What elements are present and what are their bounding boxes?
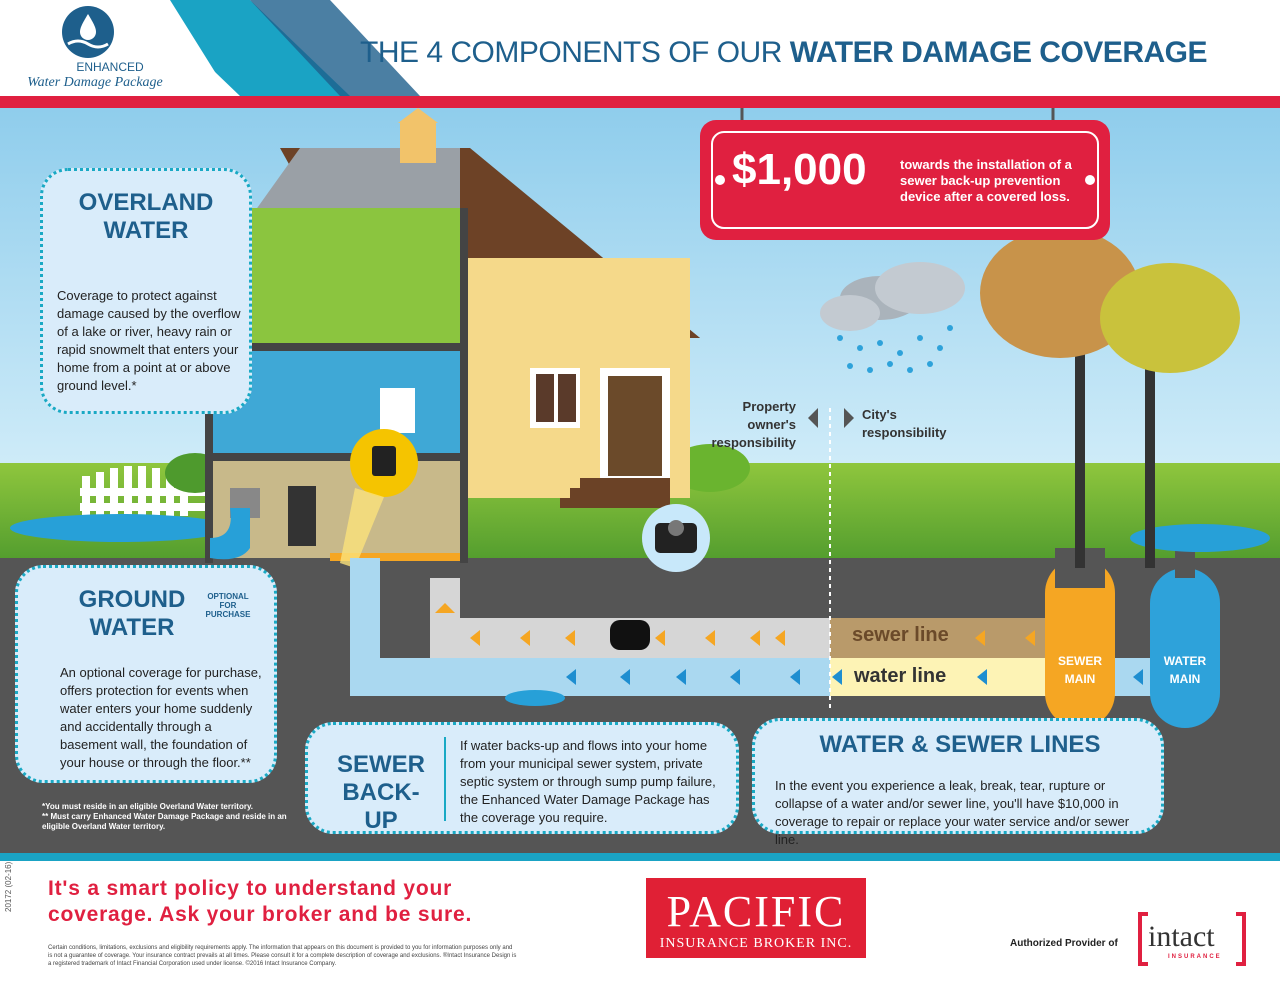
ground-water-title: GROUND WATER [78,586,186,641]
water-sewer-lines-box [752,718,1164,847]
overland-water-title: OVERLAND WATER [78,189,214,244]
sewer-backup-title: SEWER BACK-UP [336,751,425,834]
header-divider [0,96,1280,108]
water-sewer-lines-text: In the event you experience a leak, break, tear, rupture or collapse of a water and/or sewer line, you'll have $10,000 in coverage to repair or replace your water service and/or sewer line. [775,778,1130,847]
sewer-backup-box [305,722,739,834]
overland-water-text: Coverage to protect against damage caused by the overflow of a lake or river, heavy rain or rapid snowmelt that enters your home from a point at or above ground level.* [57,288,241,393]
water-line-label: water line [854,665,947,687]
footnote-enhanced: ** Must carry Enhanced Water Damage Package and reside in an eligible Overland Water territory. [42,812,287,831]
water-drop-logo-icon [62,6,114,58]
water-main-icon [1150,568,1220,728]
sewer-backup-text: If water backs-up and flows into your home from your municipal sewer system, private septic system or through sump pump failure, the Enhanced Water Damage Package has the coverage you require. [460,738,716,825]
overland-water-box [40,168,252,414]
brand-subtitle: Water Damage Package [27,75,163,90]
owner-responsibility-label: Property owner's responsibility [711,399,796,450]
page-title: THE 4 COMPONENTS OF OUR WATER DAMAGE COVERAGE [360,36,1207,69]
footer-slogan: It's a smart policy to understand your coverage. Ask your broker and be sure. [48,877,473,926]
document-code: 20172 (02-16) [4,861,13,912]
brand-name: ENHANCED [76,60,144,74]
footer-disclaimer: Certain conditions, limitations, exclusions and eligibility requirements apply. The information that appears on this document is provided to you for information purposes only and is not a guarantee of coverage. Your insurance contract prevails at all times. Please consult it for a complete description of coverage and exclusions. ®Intact Insurance Design is a registered trademark of Intact Financial Corporation used under license. ©2016 Intact Insurance Company. [48,945,517,967]
footnote-overland: *You must reside in an eligible Overland Water territory. [42,802,254,811]
footer-divider [0,853,1280,861]
ground-water-text: An optional coverage for purchase, offers protection for events when water enters your home suddenly and accidentally through a basement wall, the foundation of your house or through the floor.** [60,665,262,770]
sewer-main-label: SEWER MAIN [1057,654,1102,686]
optional-badge-text: OPTIONAL FOR PURCHASE [205,592,251,619]
sign-price: $1,000 [732,145,867,194]
water-sewer-lines-title: WATER & SEWER LINES [819,731,1101,758]
header [0,0,1280,96]
water-main-label: WATER MAIN [1163,654,1207,686]
pacific-logo-subtitle: INSURANCE BROKER INC. [659,936,853,951]
intact-logo-text: intact [1148,920,1215,953]
authorized-provider-label: Authorized Provider of [1010,938,1118,949]
city-responsibility-label: City's responsibility [862,407,947,440]
pacific-logo-name: PACIFIC [666,887,846,936]
intact-logo-subtitle: INSURANCE [1168,954,1222,960]
sewer-line-label: sewer line [852,624,949,646]
sign-text: towards the installation of a sewer back-up prevention device after a covered loss. [900,157,1072,204]
